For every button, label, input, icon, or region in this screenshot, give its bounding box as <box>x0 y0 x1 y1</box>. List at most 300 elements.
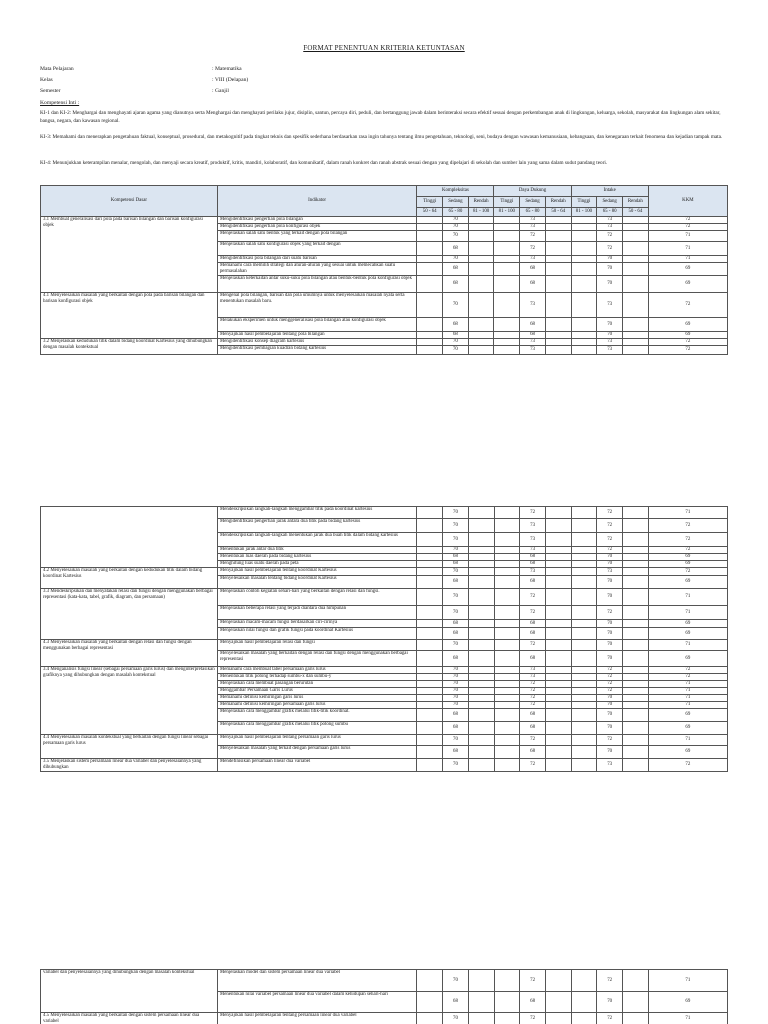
score-cell: 70 <box>597 746 623 759</box>
score-cell <box>571 640 597 651</box>
kd-cell: 4.2 Menyelesaikan masalah yang berkaitan dengan kedudukan titik dalam bidang koordinat Kartesius <box>41 568 218 589</box>
document-page-1 <box>0 0 768 440</box>
score-cell: 70 <box>597 651 623 667</box>
score-cell: 73 <box>520 674 546 681</box>
score-cell <box>468 746 494 759</box>
indicator-cell: Menjelaskan cara membuat pasangan berurutan <box>217 681 417 688</box>
score-cell: 70 <box>597 332 623 339</box>
score-cell <box>623 606 649 620</box>
indicator-cell: Menentukan nilai variabel persamaan linear dua variabel dalam kehidupan sehari-hari <box>217 992 417 1013</box>
indicator-cell: Menyajikan hasil pembelajaran tentang pola bilangan <box>217 332 416 339</box>
score-cell <box>571 1013 597 1024</box>
score-cell <box>468 709 494 722</box>
ki-1-2-paragraph: KI-1 dan KI-2: Menghargai dan menghayati ajaran agama yang dianutnya serta Menghargai dan menghayati perilaku jujur, disiplin, santun, percaya diri, peduli, dan bertanggung jawab dalam berinteraksi secara efektif sesuai dengan perkembangan anak di lingkungan, keluarga, sekolah, masyarakat dan lingkungan alam sekitar, bangsa, negara, dan kawasan regional. <box>40 110 721 124</box>
score-cell: 68 <box>520 722 546 735</box>
indicator-cell: Memahami definisi kemiringan persamaan garis lurus <box>217 702 417 709</box>
table-row <box>41 217 728 224</box>
kkm-cell: 71 <box>648 970 727 992</box>
score-cell: 70 <box>443 217 469 224</box>
score-cell <box>571 735 597 746</box>
score-cell <box>545 568 571 576</box>
header-level: Sedang <box>443 197 469 208</box>
kkm-cell: 72 <box>648 533 727 547</box>
table-row <box>41 589 728 606</box>
score-cell <box>417 576 443 589</box>
indicator-cell: Menentukan titik potong terhadap sumbu-x dan sumbu-y <box>217 674 417 681</box>
score-cell <box>545 561 571 568</box>
score-cell <box>623 576 649 589</box>
score-cell: 72 <box>520 1013 546 1024</box>
header-level: Sedang <box>597 197 623 208</box>
kd-cell: 3.2 Menjelaskan kedudukan titik dalam bidang koordinat Kartesius yang dihubungkan dengan masalah kontekstual <box>41 339 218 355</box>
score-cell <box>494 318 520 332</box>
header-kompleksitas: Kompleksitas <box>417 186 494 197</box>
kkm-cell: 69 <box>648 276 727 293</box>
score-cell <box>623 242 649 256</box>
score-cell <box>571 746 597 759</box>
score-cell <box>623 759 649 772</box>
indicator-cell: Mendeskripsikan langkah-langkah menggambar titik pada koordinat kartesius <box>217 507 417 519</box>
score-cell: 70 <box>443 735 469 746</box>
score-cell <box>623 293 649 318</box>
score-cell: 70 <box>443 507 469 519</box>
score-cell <box>623 231 649 242</box>
score-cell <box>623 256 649 263</box>
ki-3-paragraph: KI-3: Memahami dan menerapkan pengetahuan faktual, konseptual, prosedural, dan metakognitif pada tingkat teknis dan spesifik sederhana berdasarkan rasa ingin tahunya tentang ilmu pengetahuan, teknologi, seni, budaya dengan wawasan kemanusiaan, kebangsaan, dan kenegaraan terkait fenomena dan kejadian tampak mata. <box>40 134 723 140</box>
table-row <box>41 339 728 346</box>
meta-value: : Matematika <box>212 66 242 72</box>
score-cell <box>494 992 520 1013</box>
score-cell <box>494 231 520 242</box>
indicator-cell: Menjelaskan keterkaitan antar suku-suku pola bilangan atau bentuk-bentuk pola konfigurasi objek <box>217 276 416 293</box>
indicator-cell: Menjelaskan contoh kegiatan sehari-hari yang berkaitan dengan relasi dan fungsi. <box>217 589 417 606</box>
header-level: Tinggi <box>417 197 443 208</box>
score-cell <box>417 224 443 231</box>
score-cell: 73 <box>520 224 546 231</box>
score-cell <box>571 970 597 992</box>
score-cell <box>623 695 649 702</box>
score-cell <box>468 722 494 735</box>
score-cell <box>417 674 443 681</box>
kd-cell: 3.4 Menganalisis fungsi linear (sebagai persamaan garis lurus) dan menginterpretasikan grafiknya yang dihubungkan dengan masalah kontekstual <box>41 667 218 735</box>
score-cell: 70 <box>443 568 469 576</box>
score-cell: 70 <box>443 759 469 772</box>
indicator-cell: Menjelaskan beberapa relasi yang terjadi diantara dua himpunan <box>217 606 417 620</box>
score-cell: 70 <box>443 339 469 346</box>
score-cell <box>468 640 494 651</box>
indicator-cell: Menjelaskan cara menggambar grafik melalui titik-titik koordinat. <box>217 709 417 722</box>
score-cell: 73 <box>520 547 546 554</box>
score-cell: 72 <box>597 970 623 992</box>
score-cell <box>545 970 571 992</box>
score-cell <box>571 722 597 735</box>
score-cell <box>468 1013 494 1024</box>
score-cell <box>417 722 443 735</box>
score-cell: 68 <box>443 651 469 667</box>
score-cell <box>494 640 520 651</box>
score-cell <box>417 688 443 695</box>
score-cell <box>494 970 520 992</box>
score-cell: 70 <box>443 589 469 606</box>
header-level: Rendah <box>545 197 571 208</box>
kkm-cell: 72 <box>648 568 727 576</box>
score-cell <box>571 606 597 620</box>
score-cell <box>417 519 443 533</box>
score-cell <box>623 702 649 709</box>
score-cell <box>623 346 649 355</box>
indicator-cell: Menyajikan hasil pembelajaran relasi dan fungsi <box>217 640 417 651</box>
kd-cell: 4.1 Menyelesaikan masalah yang berkaitan dengan pola pada barisan bilangan dan barisan konfigurasi objek <box>41 293 218 339</box>
indicator-cell: Mendeskripsikan langkah-langkah menentukan jarak dua buah titik dalam bidang kartesius <box>217 533 417 547</box>
score-cell: 68 <box>520 651 546 667</box>
kkm-cell: 72 <box>648 346 727 355</box>
score-cell: 70 <box>443 688 469 695</box>
score-cell <box>623 507 649 519</box>
score-cell <box>571 759 597 772</box>
indicator-cell: Mengidentifikasi pengertian pola bilangan <box>217 217 416 224</box>
indicator-cell: Mengidentifikasi pengertian jarak antara dua titik pada bidang kartesius <box>217 519 417 533</box>
score-cell <box>571 561 597 568</box>
kd-cell: 4.4 Menyelesaikan masalah kontekstual yang berkaitan dengan fungsi linear sebagai persamaan garis lurus <box>41 735 218 759</box>
kkm-cell: 69 <box>648 263 727 276</box>
kkm-cell: 72 <box>648 519 727 533</box>
score-cell <box>545 606 571 620</box>
score-cell: 72 <box>597 688 623 695</box>
score-cell: 68 <box>443 561 469 568</box>
score-cell <box>623 970 649 992</box>
score-cell: 72 <box>520 231 546 242</box>
score-cell <box>571 554 597 561</box>
score-cell <box>571 346 597 355</box>
score-cell <box>494 263 520 276</box>
score-cell <box>545 256 571 263</box>
document-page-2 <box>0 500 768 892</box>
score-cell <box>417 746 443 759</box>
score-cell: 68 <box>443 576 469 589</box>
score-cell <box>545 674 571 681</box>
score-cell: 72 <box>597 547 623 554</box>
score-cell <box>417 554 443 561</box>
indicator-cell: Menentukan jarak antar dua titik <box>217 547 417 554</box>
ki-4-paragraph: KI-4: Menunjukkan keterampilan menalar, mengolah, dan menyaji secara kreatif, produktif, kritis, mandiri, kolaboratif, dan komunikatif, dalam ranah konkret dan ranah abstrak sesuai dengan yang dipelajari di sekolah dan sumber lain yang sama dalam sudut pandang teori. <box>40 160 608 166</box>
indicator-cell: Menyelesaikan masalah yang berkaitan dengan relasi dan fungsi dengan menggunakan berbagai representasi <box>217 651 417 667</box>
score-cell: 72 <box>520 735 546 746</box>
score-cell: 72 <box>520 606 546 620</box>
kkm-cell: 72 <box>648 339 727 346</box>
score-cell <box>623 217 649 224</box>
score-cell: 70 <box>443 547 469 554</box>
score-cell: 70 <box>443 970 469 992</box>
score-cell: 68 <box>443 722 469 735</box>
score-cell <box>623 688 649 695</box>
score-cell: 68 <box>520 576 546 589</box>
score-cell: 70 <box>443 681 469 688</box>
kkm-cell: 69 <box>648 628 727 640</box>
score-cell <box>545 318 571 332</box>
score-cell: 72 <box>597 1013 623 1024</box>
kd-cell: 3.3 Mendeskripsikan dan menyatakan relasi dan fungsi dengan menggunakan berbagai representasi (kata-kata, tabel, grafik, diagram, dan persamaan) <box>41 589 218 640</box>
score-cell <box>468 217 494 224</box>
kd-cell <box>41 507 218 568</box>
kkm-cell: 72 <box>648 674 727 681</box>
score-cell <box>494 702 520 709</box>
score-cell: 68 <box>520 318 546 332</box>
score-cell: 73 <box>520 217 546 224</box>
score-cell: 73 <box>597 217 623 224</box>
score-cell: 72 <box>520 589 546 606</box>
score-cell: 68 <box>443 992 469 1013</box>
header-level: Tinggi <box>571 197 597 208</box>
score-cell: 68 <box>520 620 546 628</box>
score-cell <box>571 628 597 640</box>
kd-cell: 3.5 Menjelaskan sistem persamaan linear dua variabel dan penyelesaiannya yang dihubungkan <box>41 759 218 772</box>
score-cell <box>571 709 597 722</box>
score-cell <box>623 318 649 332</box>
score-cell <box>623 1013 649 1024</box>
score-cell <box>494 620 520 628</box>
indicator-cell: Memahami cara membuat tabel persamaan garis lurus <box>217 667 417 674</box>
score-cell: 70 <box>597 695 623 702</box>
score-cell <box>571 992 597 1013</box>
score-cell: 68 <box>520 561 546 568</box>
kkm-cell: 69 <box>648 318 727 332</box>
score-cell: 73 <box>520 519 546 533</box>
score-cell: 73 <box>520 346 546 355</box>
score-cell: 72 <box>597 507 623 519</box>
score-cell: 72 <box>520 688 546 695</box>
score-cell <box>571 568 597 576</box>
indicator-cell: Mengidentifikasi pola bilangan dari suatu barisan <box>217 256 416 263</box>
score-cell <box>571 293 597 318</box>
score-cell <box>494 507 520 519</box>
score-cell <box>494 547 520 554</box>
header-kompetensi-dasar: Kompetensi Dasar <box>41 186 218 217</box>
score-cell <box>545 709 571 722</box>
score-cell <box>545 576 571 589</box>
indicator-cell: Menggambar Persamaan Garis Lurus <box>217 688 417 695</box>
score-cell <box>417 263 443 276</box>
score-cell <box>494 709 520 722</box>
score-cell <box>623 224 649 231</box>
score-cell <box>494 293 520 318</box>
header-daya-dukung: Daya Dukung <box>494 186 571 197</box>
score-cell <box>623 561 649 568</box>
score-cell <box>571 224 597 231</box>
score-cell: 70 <box>597 576 623 589</box>
score-cell <box>545 293 571 318</box>
score-cell: 72 <box>597 606 623 620</box>
score-cell: 70 <box>597 702 623 709</box>
kkm-cell: 69 <box>648 332 727 339</box>
score-cell <box>417 1013 443 1024</box>
score-cell: 70 <box>443 606 469 620</box>
score-cell <box>417 568 443 576</box>
criteria-table <box>40 185 728 355</box>
score-cell <box>468 589 494 606</box>
kkm-cell: 72 <box>648 547 727 554</box>
score-cell: 72 <box>520 970 546 992</box>
score-cell: 68 <box>520 276 546 293</box>
score-cell <box>417 667 443 674</box>
score-cell <box>623 568 649 576</box>
score-cell <box>571 576 597 589</box>
score-cell: 72 <box>597 681 623 688</box>
table-row <box>41 293 728 318</box>
score-cell <box>623 709 649 722</box>
score-cell <box>494 554 520 561</box>
score-cell <box>417 589 443 606</box>
indicator-cell: Memahami definisi kemiringan garis lurus <box>217 695 417 702</box>
score-cell <box>417 533 443 547</box>
score-cell: 73 <box>597 224 623 231</box>
score-cell <box>468 332 494 339</box>
kkm-cell: 71 <box>648 702 727 709</box>
score-cell <box>623 651 649 667</box>
score-cell <box>545 681 571 688</box>
score-cell <box>623 332 649 339</box>
kd-cell: 4.3 Menyelesaikan masalah yang berkaitan dengan relasi dan fungsi dengan menggunakan berbagai representasi <box>41 640 218 667</box>
score-cell <box>417 561 443 568</box>
score-cell <box>494 217 520 224</box>
score-cell <box>468 702 494 709</box>
score-cell <box>545 688 571 695</box>
indicator-cell: Mengenal pola bilangan, barisan dan pola umumnya untuk menyelesaikan masalah nyata serta menentukan masalah baru. <box>217 293 416 318</box>
score-cell <box>417 276 443 293</box>
score-cell <box>545 276 571 293</box>
score-cell <box>468 318 494 332</box>
score-cell <box>545 628 571 640</box>
score-cell: 68 <box>520 263 546 276</box>
score-cell: 72 <box>597 667 623 674</box>
kd-cell: 4.5 Menyelesaikan masalah yang berkaitan dengan sistem persamaan linear dua variabel <box>41 1013 218 1024</box>
kkm-cell: 69 <box>648 709 727 722</box>
header-range: 81 - 100 <box>468 208 494 217</box>
document-title: FORMAT PENENTUAN KRITERIA KETUNTASAN <box>303 44 465 52</box>
score-cell: 70 <box>597 256 623 263</box>
score-cell: 72 <box>597 519 623 533</box>
score-cell <box>417 970 443 992</box>
score-cell <box>571 242 597 256</box>
score-cell <box>494 746 520 759</box>
score-cell <box>623 746 649 759</box>
score-cell <box>623 533 649 547</box>
kkm-cell: 71 <box>648 688 727 695</box>
score-cell: 72 <box>520 242 546 256</box>
score-cell <box>545 702 571 709</box>
score-cell <box>494 519 520 533</box>
score-cell <box>545 547 571 554</box>
score-cell: 68 <box>520 628 546 640</box>
header-intake: Intake <box>571 186 648 197</box>
score-cell <box>545 507 571 519</box>
score-cell: 72 <box>520 695 546 702</box>
score-cell <box>468 620 494 628</box>
score-cell: 68 <box>443 318 469 332</box>
score-cell <box>545 346 571 355</box>
kd-cell: 3.1 Membuat generalisasi dari pola pada barisan bilangan dan barisan konfigurasi objek <box>41 217 218 293</box>
score-cell: 68 <box>443 709 469 722</box>
kkm-cell: 69 <box>648 576 727 589</box>
indicator-cell: Memahami cara memilih strategi dan aturan-aturan yang sesuai untuk memecahkan suatu permasalahan <box>217 263 416 276</box>
score-cell <box>468 568 494 576</box>
score-cell <box>468 735 494 746</box>
score-cell <box>417 217 443 224</box>
criteria-table-continued <box>40 506 728 772</box>
table-row <box>41 1013 728 1024</box>
score-cell <box>494 339 520 346</box>
indicator-cell: Menjelaskan macam-macam fungsi berdasarkan ciri-cirinya <box>217 620 417 628</box>
score-cell <box>545 533 571 547</box>
score-cell <box>623 992 649 1013</box>
kkm-cell: 71 <box>648 589 727 606</box>
score-cell: 70 <box>597 709 623 722</box>
kkm-cell: 69 <box>648 746 727 759</box>
indicator-cell: Melakukan eksperimen untuk menggeneralisasi pola bilangan atau konfigurasi objek <box>217 318 416 332</box>
kkm-cell: 71 <box>648 256 727 263</box>
kkm-cell: 69 <box>648 992 727 1013</box>
score-cell: 70 <box>597 589 623 606</box>
score-cell <box>623 554 649 561</box>
score-cell: 72 <box>520 759 546 772</box>
score-cell <box>571 231 597 242</box>
table-row <box>41 970 728 992</box>
score-cell <box>417 695 443 702</box>
score-cell <box>468 276 494 293</box>
header-range: 81 - 100 <box>494 208 520 217</box>
score-cell: 68 <box>520 554 546 561</box>
kkm-cell: 69 <box>648 651 727 667</box>
kkm-cell: 71 <box>648 606 727 620</box>
score-cell: 73 <box>520 568 546 576</box>
header-range: 81 - 100 <box>571 208 597 217</box>
score-cell <box>494 674 520 681</box>
indicator-cell: Mengidentifikasi pembagian kuadran bidang kartesius <box>217 346 416 355</box>
score-cell <box>623 735 649 746</box>
header-level: Rendah <box>623 197 649 208</box>
kkm-cell: 72 <box>648 293 727 318</box>
score-cell <box>468 628 494 640</box>
score-cell <box>417 507 443 519</box>
kkm-cell: 69 <box>648 554 727 561</box>
score-cell: 70 <box>597 722 623 735</box>
header-kkm: KKM <box>648 186 727 217</box>
kkm-cell: 71 <box>648 507 727 519</box>
score-cell <box>571 217 597 224</box>
score-cell <box>545 735 571 746</box>
score-cell <box>494 695 520 702</box>
kkm-cell: 71 <box>648 735 727 746</box>
score-cell <box>417 992 443 1013</box>
score-cell <box>623 628 649 640</box>
score-cell <box>623 589 649 606</box>
score-cell <box>623 339 649 346</box>
score-cell <box>494 651 520 667</box>
score-cell: 70 <box>443 293 469 318</box>
score-cell <box>545 695 571 702</box>
score-cell <box>623 640 649 651</box>
score-cell: 73 <box>520 667 546 674</box>
score-cell <box>571 589 597 606</box>
score-cell <box>623 722 649 735</box>
score-cell: 70 <box>443 702 469 709</box>
score-cell <box>468 759 494 772</box>
criteria-table-continued <box>40 969 728 1024</box>
kkm-cell: 71 <box>648 695 727 702</box>
score-cell <box>494 606 520 620</box>
score-cell <box>417 547 443 554</box>
score-cell <box>417 640 443 651</box>
table-row <box>41 667 728 674</box>
